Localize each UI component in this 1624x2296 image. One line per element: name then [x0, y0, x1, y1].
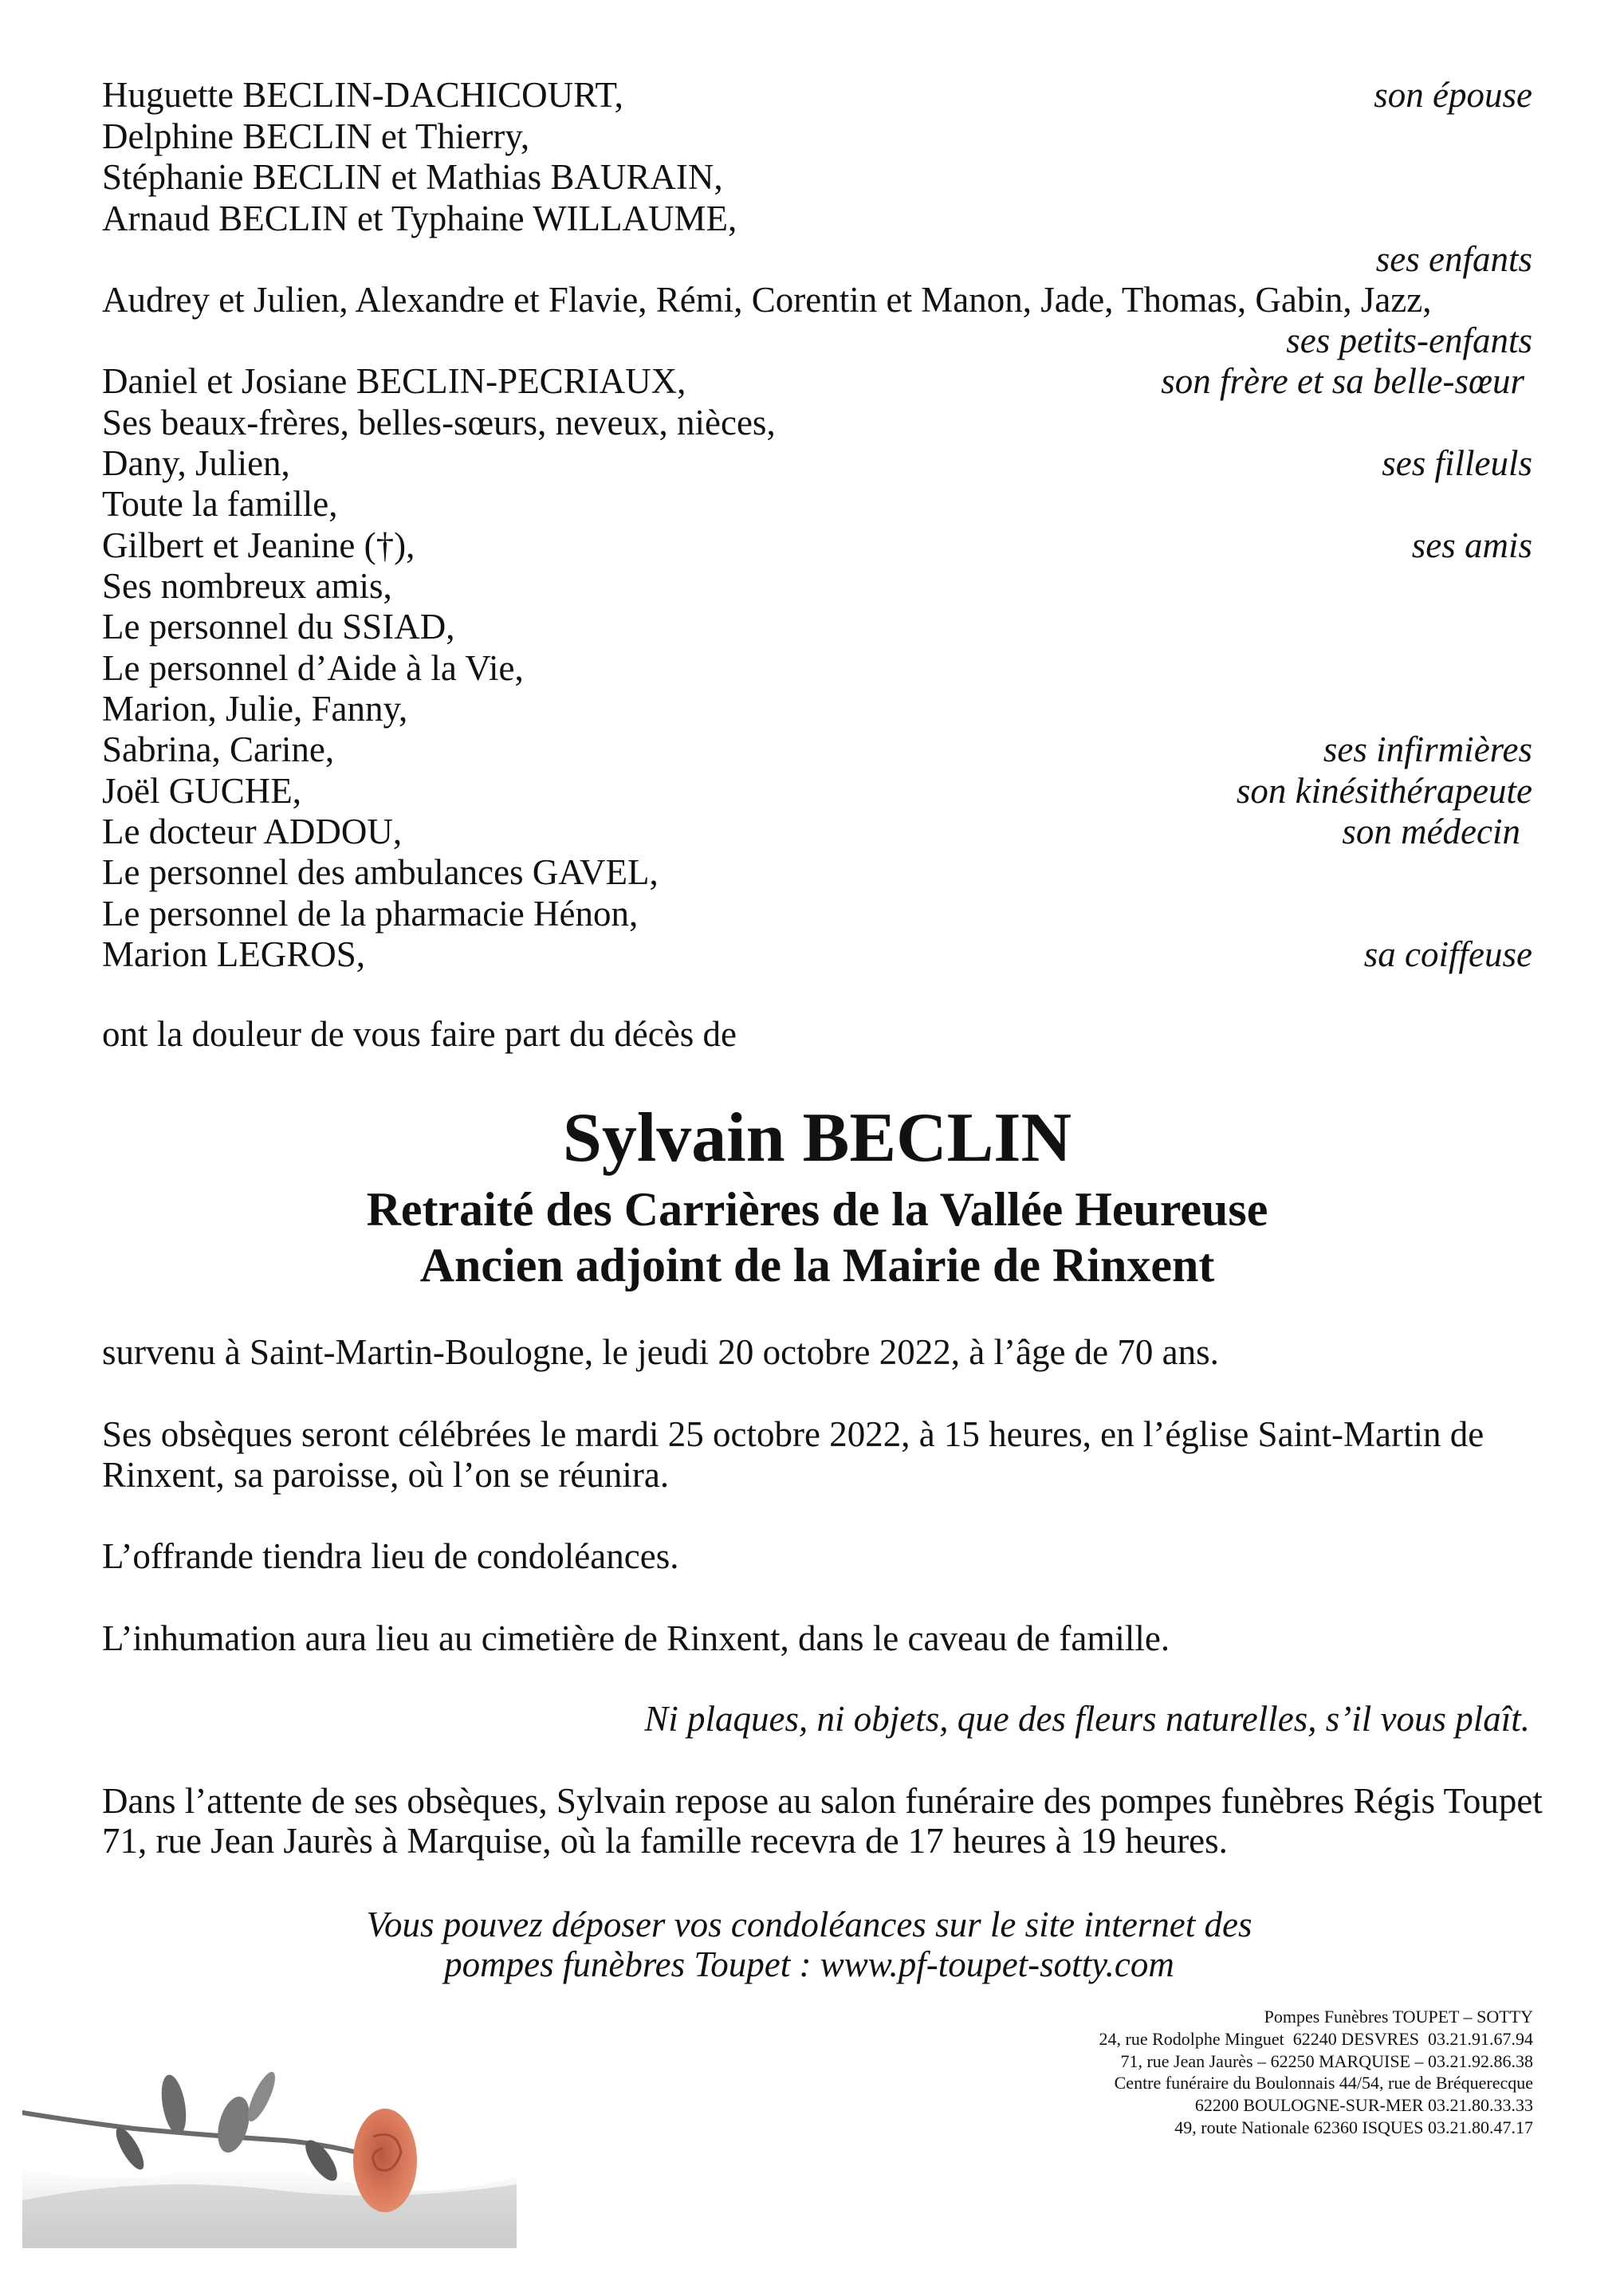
family-name: Le personnel des ambulances GAVEL,: [102, 852, 659, 892]
family-name: Marion LEGROS,: [102, 934, 365, 974]
family-name: Toute la famille,: [102, 484, 338, 524]
death-details: survenu à Saint-Martin-Boulogne, le jeudi 20 octobre 2022, à l’âge de 70 ans.: [102, 1332, 1219, 1372]
relation-label: son frère et sa belle-sœur: [1161, 361, 1524, 401]
relation-label: ses petits-enfants: [1286, 320, 1532, 360]
rose-leaf: [158, 2073, 191, 2137]
family-name: Daniel et Josiane BECLIN-PECRIAUX,: [102, 361, 686, 401]
family-name: Dany, Julien,: [102, 443, 290, 483]
funeral-details-line2: Rinxent, sa paroisse, où l’on se réunira.: [102, 1455, 670, 1495]
family-name: Gilbert et Jeanine (†),: [102, 525, 415, 565]
family-name: Le personnel de la pharmacie Hénon,: [102, 894, 639, 934]
family-name: Ses beaux-frères, belles-sœurs, neveux, nièces,: [102, 403, 776, 442]
family-name: Le docteur ADDOU,: [102, 812, 403, 851]
relation-label: ses infirmières: [1323, 729, 1532, 769]
family-name: Stéphanie BECLIN et Mathias BAURAIN,: [102, 157, 723, 197]
rose-leaf: [212, 2094, 254, 2156]
deceased-title-1: Retraité des Carrières de la Vallée Heureuse: [366, 1183, 1268, 1236]
family-name: Arnaud BECLIN et Typhaine WILLAUME,: [102, 199, 737, 238]
relation-label: ses filleuls: [1382, 443, 1532, 483]
rose-flower: [353, 2109, 417, 2212]
relation-label: son médecin: [1342, 812, 1520, 851]
footer-line: Pompes Funèbres TOUPET – SOTTY: [1264, 2007, 1533, 2027]
family-name: Delphine BECLIN et Thierry,: [102, 116, 530, 156]
relation-label: ses enfants: [1375, 239, 1532, 279]
footer-line: 24, rue Rodolphe Minguet 62240 DESVRES 03.21.91.67.94: [1099, 2028, 1533, 2049]
sand-shadow: [22, 2184, 517, 2248]
family-name: Le personnel du SSIAD,: [102, 607, 455, 647]
relation-label: sa coiffeuse: [1363, 934, 1532, 974]
family-name: Sabrina, Carine,: [102, 729, 335, 769]
funeral-home-footer: [1099, 2006, 1534, 2139]
family-name: Joël GUCHE,: [102, 771, 301, 811]
family-name: Le personnel d’Aide à la Vie,: [102, 648, 524, 688]
rest-details-line1: Dans l’attente de ses obsèques, Sylvain repose au salon funéraire des pompes funèbres Régis Toupet: [102, 1781, 1543, 1821]
family-name: Huguette BECLIN-DACHICOURT,: [102, 75, 623, 115]
relation-label: son kinésithérapeute: [1236, 771, 1532, 811]
condolences-line2: pompes funèbres Toupet : www.pf-toupet-sotty.com: [444, 1944, 1174, 1984]
flowers-note: Ni plaques, ni objets, que des fleurs naturelles, s’il vous plaît.: [644, 1699, 1530, 1739]
footer-line: Centre funéraire du Boulonnais 44/54, rue de Bréquerecque: [1114, 2073, 1533, 2094]
rose-leaf: [243, 2069, 281, 2125]
relation-label: son épouse: [1374, 75, 1532, 115]
burial-details: L’inhumation aura lieu au cimetière de Rinxent, dans le caveau de famille.: [102, 1618, 1170, 1658]
deceased-name: Sylvain BECLIN: [562, 1099, 1072, 1177]
footer-line: 62200 BOULOGNE-SUR-MER 03.21.80.33.33: [1194, 2095, 1533, 2116]
family-name: Ses nombreux amis,: [102, 566, 392, 606]
footer-line: 49, route Nationale 62360 ISQUES 03.21.80.47.17: [1174, 2117, 1533, 2137]
condolences-line1: Vous pouvez déposer vos condoléances sur le site internet des: [366, 1905, 1252, 1944]
family-name: Audrey et Julien, Alexandre et Flavie, Rémi, Corentin et Manon, Jade, Thomas, Gabin, Jazz,: [102, 280, 1432, 320]
rose-on-sand-image: [22, 2049, 517, 2248]
announcement-text: ont la douleur de vous faire part du décès de: [102, 1014, 737, 1054]
footer-line: 71, rue Jean Jaurès – 62250 MARQUISE – 03.21.92.86.38: [1120, 2050, 1533, 2071]
funeral-details-line1: Ses obsèques seront célébrées le mardi 25 octobre 2022, à 15 heures, en l’église Saint-Martin de: [102, 1414, 1484, 1454]
offering-note: L’offrande tiendra lieu de condoléances.: [102, 1536, 679, 1576]
deceased-title-2: Ancien adjoint de la Mairie de Rinxent: [419, 1239, 1215, 1292]
relation-label: ses amis: [1411, 525, 1532, 565]
rest-details-line2: 71, rue Jean Jaurès à Marquise, où la famille recevra de 17 heures à 19 heures.: [102, 1821, 1228, 1861]
family-name: Marion, Julie, Fanny,: [102, 689, 408, 729]
